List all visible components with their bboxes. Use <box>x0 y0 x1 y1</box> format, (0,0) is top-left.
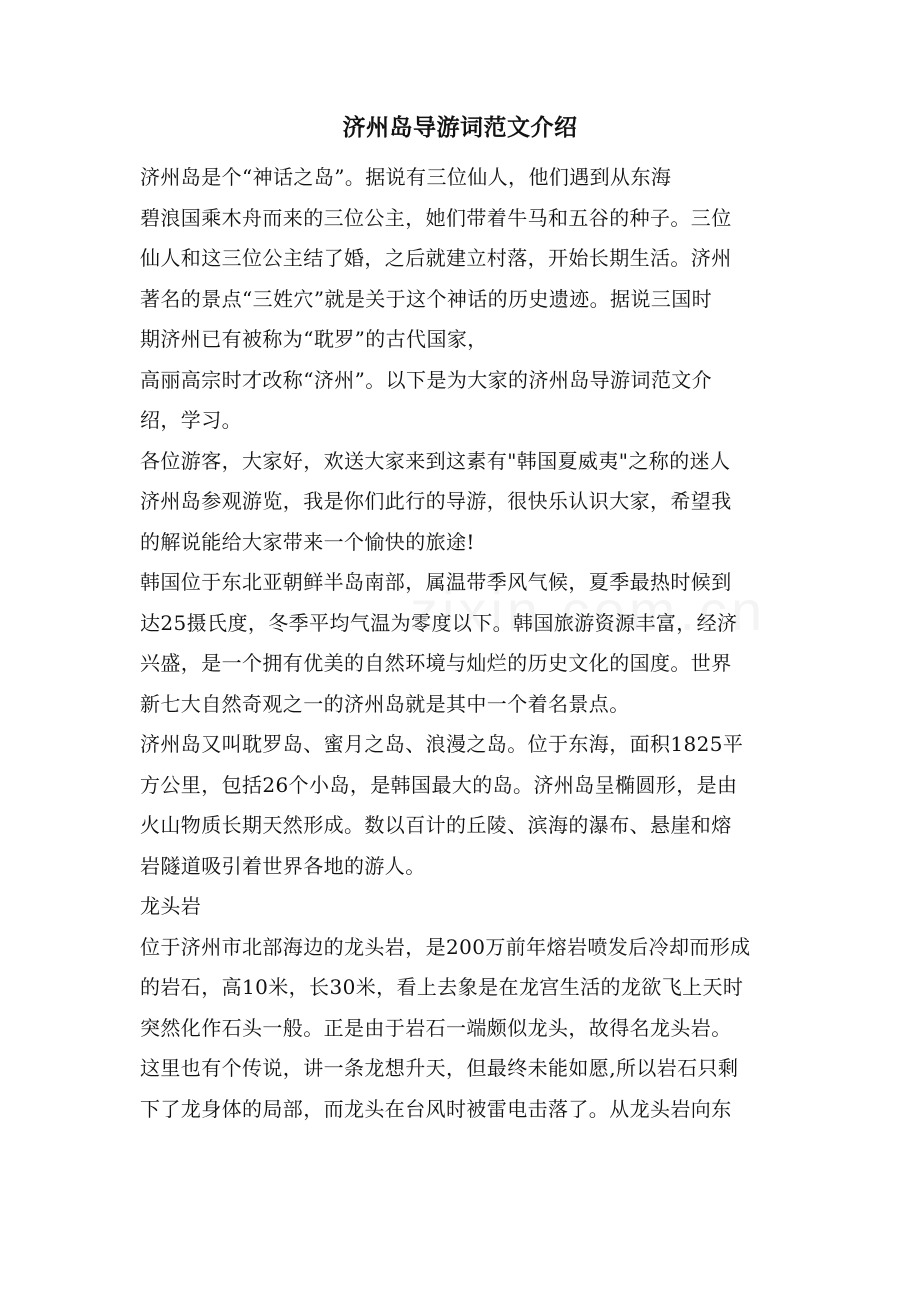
body-line: 期济州已有被称为“耽罗”的古代国家， <box>140 327 488 351</box>
body-line: 火山物质长期天然形成。数以百计的丘陵、滨海的瀑布、悬崖和熔 <box>140 813 732 837</box>
body-line: 下了龙身体的局部，而龙头在台风时被雷电击落了。从龙头岩向东 <box>140 1096 732 1121</box>
body-line: 达25摄氏度，冬季平均气温为零度以下。韩国旅游资源丰富，经济 <box>140 610 738 635</box>
document-body <box>140 157 780 1129</box>
watermark <box>410 578 766 643</box>
body-line: 济州岛参观游览，我是你们此行的导游，很快乐认识大家，希望我 <box>140 489 732 513</box>
body-line: 高丽高宗时才改称“济州”。以下是为大家的济州岛导游词范文介 <box>140 367 713 392</box>
body-line: 各位游客，大家好，欢送大家来到这素有"韩国夏威夷"之称的迷人 <box>140 448 731 473</box>
body-line: 新七大自然奇观之一的济州岛就是其中一个着名景点。 <box>140 691 630 716</box>
body-line: 济州岛是个“神话之岛”。据说有三位仙人，他们遇到从东海 <box>140 165 672 189</box>
body-line: 突然化作石头一般。正是由于岩石一端颇似龙头，故得名龙头岩。 <box>140 1015 732 1040</box>
body-line: 仙人和这三位公主结了婚，之后就建立村落，开始长期生活。济州 <box>140 246 732 270</box>
body-line: 方公里，包括26个小岛，是韩国最大的岛。济州岛呈椭圆形，是由 <box>140 772 738 797</box>
body-line: 著名的景点“三姓穴”就是关于这个神话的历史遗迹。据说三国时 <box>140 286 713 311</box>
body-line: 碧浪国乘木舟而来的三位公主，她们带着牛马和五谷的种子。三位 <box>140 205 732 230</box>
body-line: 位于济州市北部海边的龙头岩，是200万前年熔岩喷发后冷却而形成 <box>140 934 751 959</box>
body-line: 的解说能给大家带来一个愉快的旅途! <box>140 529 475 554</box>
body-line: 绍，学习。 <box>140 408 242 432</box>
body-line: 的岩石，高10米，长30米，看上去象是在龙宫生活的龙欲飞上天时 <box>140 975 744 999</box>
body-line: 这里也有个传说，讲一条龙想升天，但最终未能如愿,所以岩石只剩 <box>140 1056 739 1080</box>
body-line: 岩隧道吸引着世界各地的游人。 <box>140 853 426 878</box>
section-heading: 龙头岩 <box>140 894 202 918</box>
body-line: 韩国位于东北亚朝鲜半岛南部，属温带季风气候，夏季最热时候到 <box>140 570 732 594</box>
document-title: 济州岛导游词范文介绍 <box>342 114 578 141</box>
body-line: 兴盛，是一个拥有优美的自然环境与灿烂的历史文化的国度。世界 <box>140 651 732 675</box>
body-line: 济州岛又叫耽罗岛、蜜月之岛、浪漫之岛。位于东海，面积1825平 <box>140 732 744 756</box>
